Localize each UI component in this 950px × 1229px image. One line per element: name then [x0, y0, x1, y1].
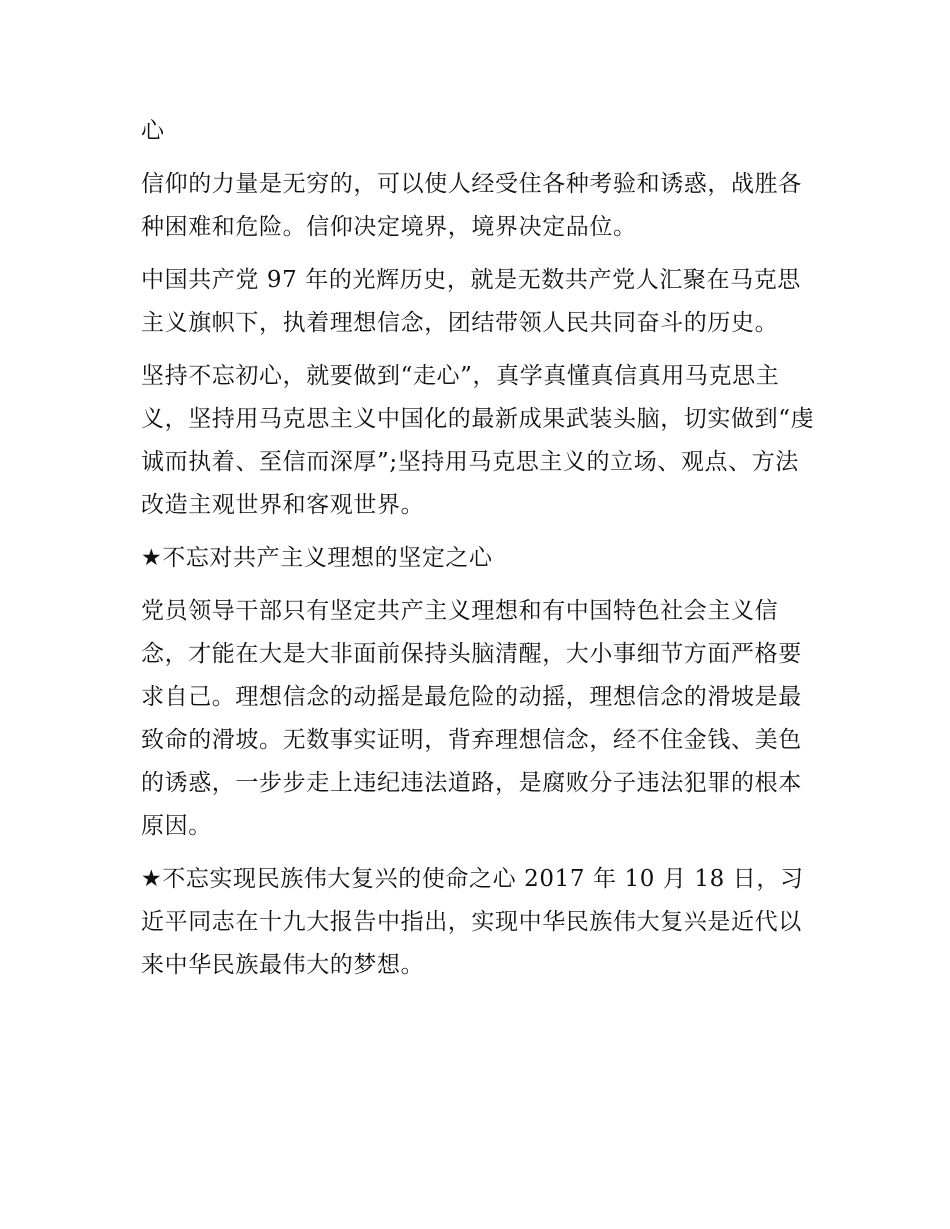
section-heading-communist-ideal: [141, 537, 821, 580]
paragraph-party-history: 中国共产党 97 年的光辉历史，就是无数共产党人汇聚在马克思主义旗帜下，执着理想信念，团结带领人民共同奋斗的历史。: [141, 267, 801, 336]
paragraph-original-aspiration: 坚持不忘初心，就要做到“走心”，真学真懂真信真用马克思主义，坚持用马克思主义中国化的最新成果武装头脑，切实做到“虔诚而执着、至信而深厚”;坚持用马克思主义的立场、观点、方法改造主观世界和客观世界。: [141, 363, 815, 518]
section-heading-national-rejuvenation: [141, 858, 821, 987]
paragraph-power-of-faith: 信仰的力量是无穷的，可以使人经受住各种考验和诱惑，战胜各种困难和危险。信仰决定境界，境界决定品位。: [141, 171, 802, 240]
document-body: [141, 110, 821, 997]
star-icon: ★: [141, 866, 163, 892]
paragraph-fragment: 心: [141, 118, 165, 144]
section-heading-text: 不忘对共产主义理想的坚定之心: [162, 545, 493, 571]
star-icon: ★: [141, 545, 163, 571]
paragraph-ideals-and-beliefs: 党员领导干部只有坚定共产主义理想和有中国特色社会主义信念，才能在大是大非面前保持头脑清醒，大小事细节方面严格要求自己。理想信念的动摇是最危险的动摇，理想信念的滑坡是最致命的滑坡。无数事实证明，背弃理想信念，经不住金钱、美色的诱惑，一步步走上违纪违法道路，是腐败分子违法犯罪的根本原因。: [141, 598, 802, 839]
section-heading-text: 不忘实现民族伟大复兴的使命之心 2017 年 10 月 18 日，习近平同志在十九大报告中指出，实现中华民族伟大复兴是近代以来中华民族最伟大的梦想。: [141, 866, 804, 978]
